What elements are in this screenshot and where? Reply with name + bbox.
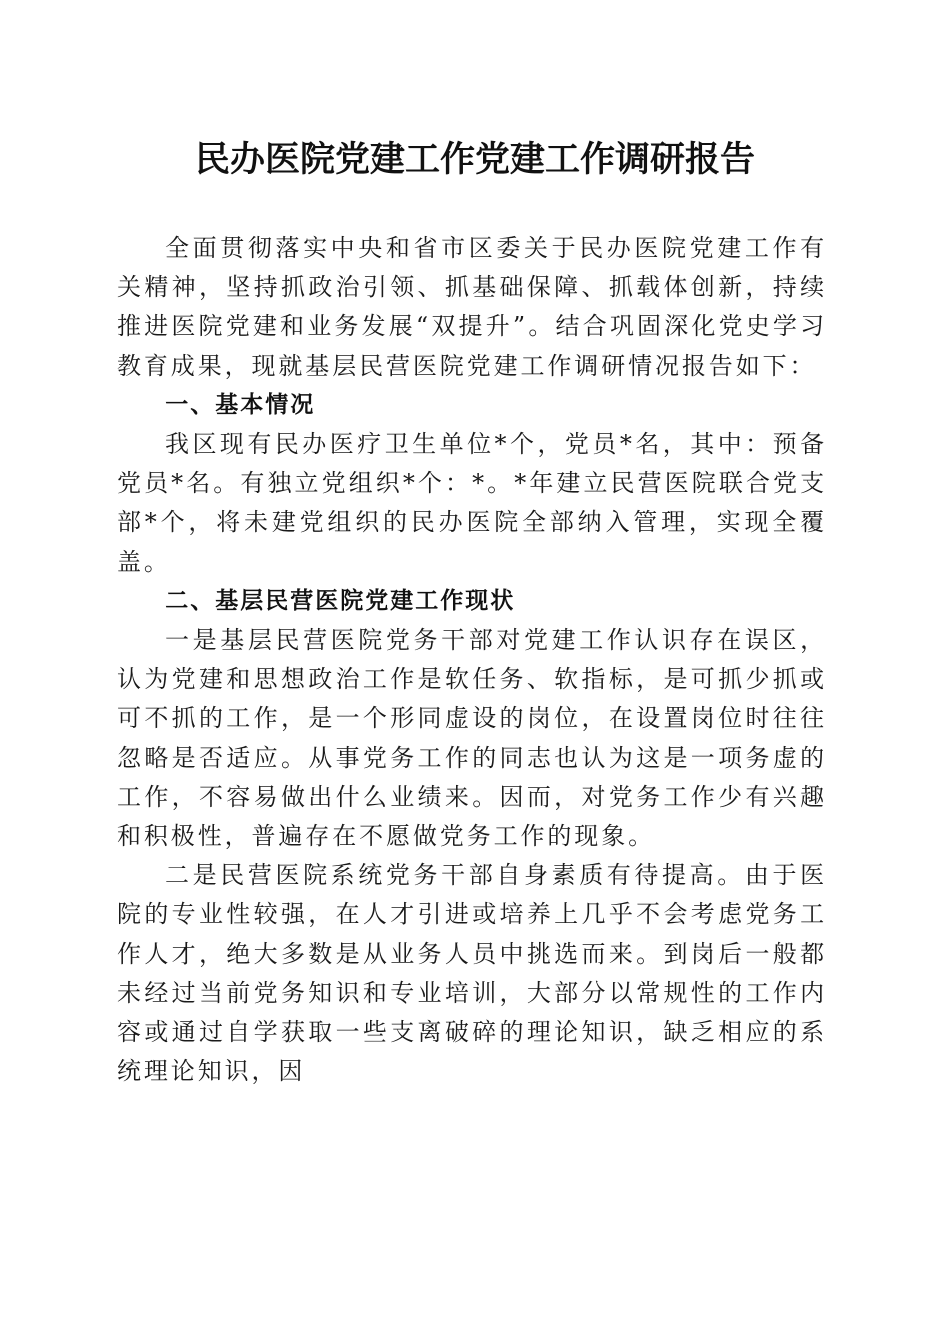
document-body: [117, 229, 827, 1091]
current-status-paragraph-1: 一是基层民营医院党务干部对党建工作认识存在误区，认为党建和思想政治工作是软任务、软指标，是可抓少抓或可不抓的工作，是一个形同虚设的岗位，在设置岗位时往往忽略是否适应。从事党务工作的同志也认为这是一项务虚的工作，不容易做出什么业绩来。因而，对党务工作少有兴趣和积极性，普遍存在不愿做党务工作的现象。: [117, 626, 827, 851]
current-status-paragraph-2: 二是民营医院系统党务干部自身素质有待提高。由于医院的专业性较强，在人才引进或培养上几乎不会考虑党务工作人才，绝大多数是从业务人员中挑选而来。到岗后一般都未经过当前党务知识和专业培训，大部分以常规性的工作内容或通过自学获取一些支离破碎的理论知识，缺乏相应的系统理论知识，因: [117, 861, 827, 1086]
section-heading-basic-situation: 一、基本情况: [165, 391, 316, 418]
intro-paragraph: 全面贯彻落实中央和省市区委关于民办医院党建工作有关精神，坚持抓政治引领、抓基础保障、抓载体创新，持续推进医院党建和业务发展“双提升”。结合巩固深化党史学习教育成果，现就基层民营医院党建工作调研情况报告如下：: [117, 234, 827, 380]
document-title: 民办医院党建工作党建工作调研报告: [194, 139, 755, 180]
section-heading-current-status: 二、基层民营医院党建工作现状: [165, 587, 516, 614]
basic-situation-paragraph: 我区现有民办医疗卫生单位*个，党员*名，其中：预备党员*名。有独立党组织*个：*。*年建立民营医院联合党支部*个，将未建党组织的民办医院全部纳入管理，实现全覆盖。: [117, 430, 827, 576]
